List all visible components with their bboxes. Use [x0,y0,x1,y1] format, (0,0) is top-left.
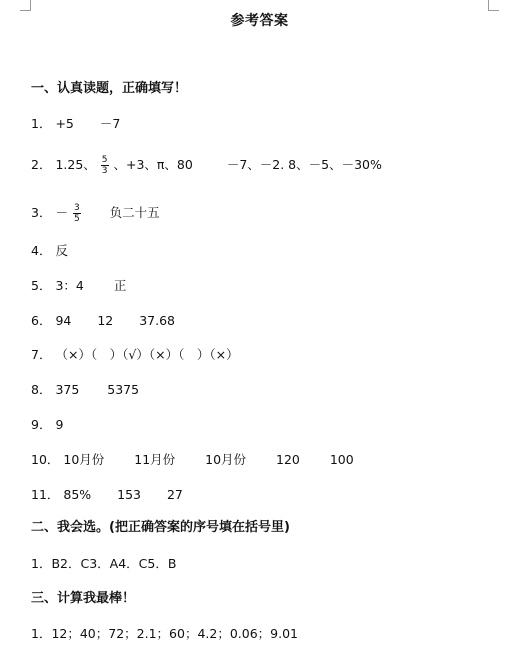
answer-value: 27 [166,487,183,502]
answer-number: 4． [31,243,52,258]
page-title: 参考答案 [230,13,289,29]
answer-value: 375 [55,382,80,397]
answer-value: 5375 [107,382,140,397]
answer-number: 11． [31,487,60,502]
answer-number: 7． [31,347,52,362]
fraction-denominator: 3 [101,166,108,176]
answer-value: 1.25、 [55,157,96,172]
fraction-numerator: 5 [101,155,108,165]
answer-number: 2． [31,157,52,172]
answer-5 [31,278,126,294]
answer-value: 、+3、π、80 [113,157,193,172]
answer-number: 6． [31,313,52,328]
answer-value: 85% [63,487,92,502]
section-2-answers: 1．B2．C3．A4．C5．B [31,556,177,571]
answer-value: 负二十五 [109,205,160,220]
answer-number: 10． [31,452,60,467]
answer-number: 9． [31,417,52,432]
answer-value: 12 [97,313,114,328]
answer-number: 5． [31,278,52,293]
answer-value: 正 [113,278,127,293]
answer-value: 100 [329,452,354,467]
answer-7 [31,347,239,363]
answer-number: 8． [31,382,52,397]
answer-value: 反 [55,243,68,258]
answer-value: 10月份 [63,452,105,467]
answer-11 [31,487,183,503]
section-3-answers: 1．12；40；72；2.1；60；4.2；0.06；9.01 [31,626,298,641]
answer-value: 94 [55,313,72,328]
answer-6 [31,313,175,329]
fraction-numerator: 3 [73,203,80,213]
answer-value: 3：4 [55,278,84,293]
answer-8 [31,382,139,398]
section-2-heading: 二、我会选。(把正确答案的序号填在括号里) [31,520,290,535]
answer-value: 10月份 [205,452,247,467]
fraction-denominator: 5 [73,214,80,224]
answer-value: 120 [276,452,300,467]
answer-4 [31,243,68,259]
answer-10 [31,452,354,468]
section-1-heading: 一、认真读题，正确填写！ [31,81,188,96]
fraction [73,203,81,224]
answer-number: 1． [31,116,52,131]
answer-value: 37.68 [139,313,175,328]
answer-value: 9 [55,417,64,432]
section-3-heading: 三、计算我最棒！ [31,591,136,606]
answer-value: +5 [55,116,74,131]
answer-value: 11月份 [134,452,176,467]
answer-value: （×）（ ）（√）（×）（ ）（×） [55,347,239,362]
answer-2 [31,155,382,176]
answer-1 [31,116,120,132]
answer-9 [31,417,63,433]
answer-number: 3． [31,205,52,220]
minus-sign: － [55,205,68,220]
answer-value: 153 [117,487,142,502]
fraction [101,155,109,176]
answer-3 [31,203,160,224]
answer-value: －7、－2. 8、－5、－30% [226,157,382,172]
answer-value: －7 [99,116,121,131]
